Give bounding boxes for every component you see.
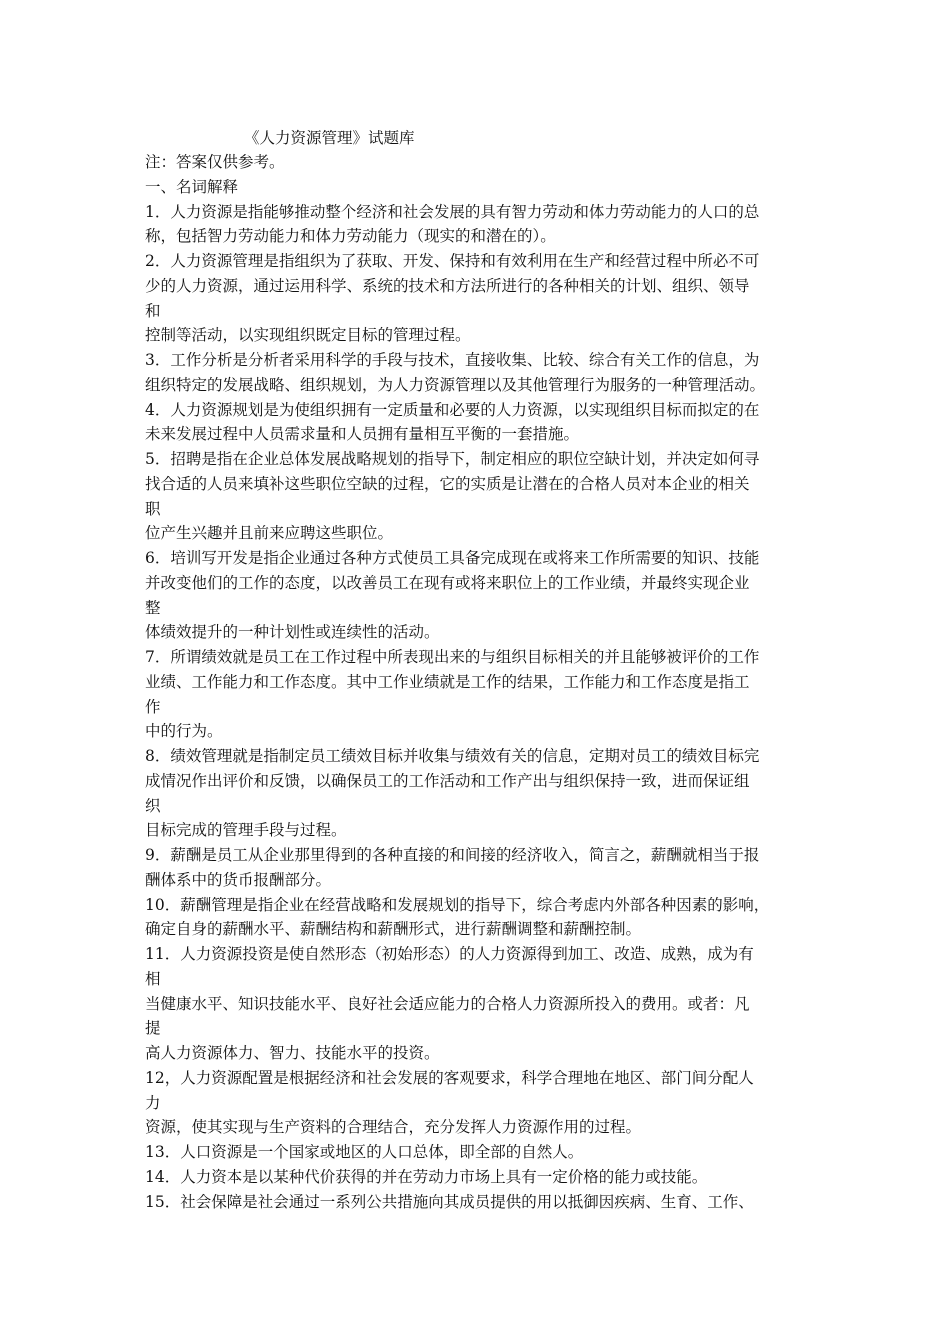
document-line: 3．工作分析是分析者采用科学的手段与技术，直接收集、比较、综合有关工作的信息，为: [145, 351, 760, 369]
document-line: 9．薪酬是员工从企业那里得到的各种直接的和间接的经济收入，简言之，薪酬就相当于报: [145, 846, 760, 864]
document-line: 7．所谓绩效就是员工在工作过程中所表现出来的与组织目标相关的并且能够被评价的工作: [145, 648, 760, 666]
document-line: 2．人力资源管理是指组织为了获取、开发、保持和有效利用在生产和经营过程中所必不可: [145, 252, 760, 270]
document-line: 1．人力资源是指能够推动整个经济和社会发展的具有智力劳动和体力劳动能力的人口的总: [145, 202, 760, 221]
document-line: 织: [145, 796, 161, 815]
document-line: 目标完成的管理手段与过程。: [145, 821, 347, 840]
document-line: 控制等活动，以实现组织既定目标的管理过程。: [145, 326, 471, 345]
document-line: 少的人力资源，通过运用科学、系统的技术和方法所进行的各种相关的计划、组织、领导: [145, 276, 750, 295]
document-line: 确定自身的薪酬水平、薪酬结构和薪酬形式，进行薪酬调整和薪酬控制。: [145, 920, 642, 939]
document-line: 8．绩效管理就是指制定员工绩效目标并收集与绩效有关的信息，定期对员工的绩效目标完: [145, 747, 760, 765]
document-line: 整: [145, 598, 161, 617]
document-line: 10．薪酬管理是指企业在经营战略和发展规划的指导下，综合考虑内外部各种因素的影响，: [145, 895, 770, 914]
document-line: 成情况作出评价和反馈，以确保员工的工作活动和工作产出与组织保持一致，进而保证组: [145, 771, 750, 790]
document-line: 和: [145, 301, 161, 320]
document-line: 注：答案仅供参考。: [145, 153, 285, 171]
document-line: 15．社会保障是社会通过一系列公共措施向其成员提供的用以抵御因疾病、生育、工作、: [145, 1192, 754, 1211]
document-line: 未来发展过程中人员需求量和人员拥有量相互平衡的一套措施。: [145, 425, 580, 444]
document-line: 当健康水平、知识技能水平、良好社会适应能力的合格人力资源所投入的费用。或者：凡: [145, 994, 750, 1013]
document-line: 力: [145, 1093, 161, 1112]
document-line: 位产生兴趣并且前来应聘这些职位。: [145, 524, 394, 543]
document-line: 资源，使其实现与生产资料的合理结合，充分发挥人力资源作用的过程。: [145, 1118, 642, 1137]
document-line: 6．培训写开发是指企业通过各种方式使员工具备完成现在或将来工作所需要的知识、技能: [145, 549, 760, 567]
document-line: 提: [145, 1019, 161, 1038]
document-line: 相: [145, 969, 161, 988]
document-line: 4．人力资源规划是为使组织拥有一定质量和必要的人力资源，以实现组织目标而拟定的在: [145, 400, 760, 419]
document-line: 12，人力资源配置是根据经济和社会发展的客观要求，科学合理地在地区、部门间分配人: [145, 1068, 754, 1087]
document-line: 业绩、工作能力和工作态度。其中工作业绩就是工作的结果，工作能力和工作态度是指工: [145, 672, 750, 691]
document-line: 酬体系中的货币报酬部分。: [145, 870, 332, 889]
document-line: 14．人力资本是以某种代价获得的并在劳动力市场上具有一定价格的能力或技能。: [145, 1167, 708, 1186]
document-line: 组织特定的发展战略、组织规划，为人力资源管理以及其他管理行为服务的一种管理活动。: [145, 375, 766, 394]
document-body: [145, 150, 815, 1214]
document-title: 《人力资源管理》试题库: [244, 129, 415, 147]
document-line: 中的行为。: [145, 722, 223, 741]
document-line: 13．人口资源是一个国家或地区的人口总体，即全部的自然人。: [145, 1143, 584, 1161]
document-line: 找合适的人员来填补这些职位空缺的过程，它的实质是让潜在的合格人员对本企业的相关: [145, 474, 750, 493]
document-line: 5．招聘是指在企业总体发展战略规划的指导下，制定相应的职位空缺计划，并决定如何寻: [145, 450, 760, 468]
document-line: 体绩效提升的一种计划性或连续性的活动。: [145, 623, 440, 642]
document-line: 称，包括智力劳动能力和体力劳动能力（现实的和潜在的）。: [145, 227, 556, 246]
document-line: 作: [145, 697, 161, 716]
document-line: 11．人力资源投资是使自然形态（初始形态）的人力资源得到加工、改造、成熟，成为有: [145, 945, 754, 963]
document-line: 高人力资源体力、智力、技能水平的投资。: [145, 1044, 440, 1062]
document-line: 一、名词解释: [145, 177, 239, 196]
document-line: 并改变他们的工作的态度，以改善员工在现有或将来职位上的工作业绩，并最终实现企业: [145, 573, 750, 592]
document-line: 职: [145, 499, 161, 518]
